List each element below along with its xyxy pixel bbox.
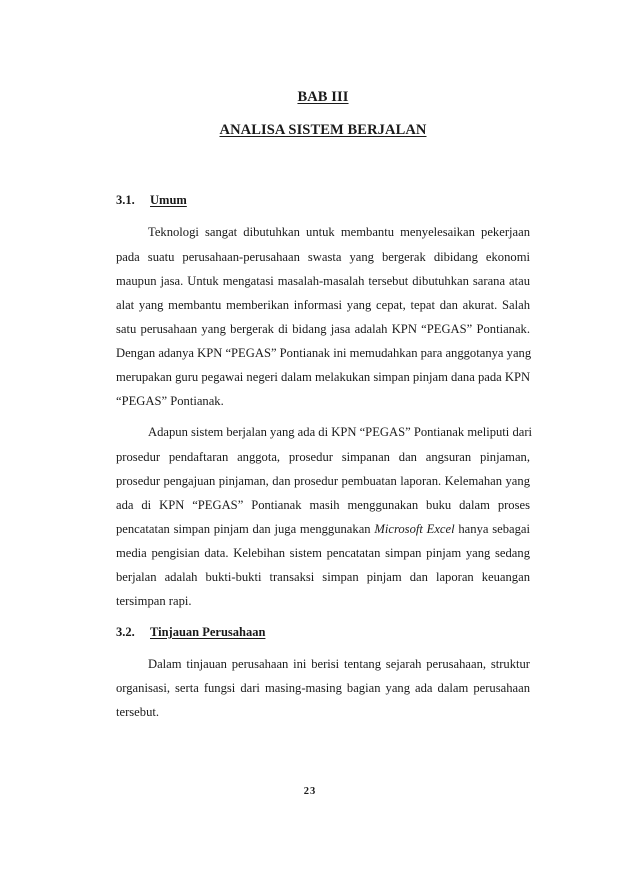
paragraph-line: Dalam tinjauan perusahaan ini berisi tentang sejarah perusahaan, struktur (148, 657, 530, 671)
paragraph-line: prosedur pendaftaran anggota, prosedur simpanan dan angsuran pinjaman, (116, 450, 530, 464)
paragraph-line: pada suatu perusahaan-perusahaan swasta yang bergerak dibidang ekonomi (116, 250, 530, 264)
line-text-before: pencatatan simpan pinjam dan juga menggunakan (116, 522, 375, 536)
paragraph-line-with-italic (116, 521, 530, 537)
chapter-number: BAB III (297, 89, 349, 105)
section-title: Tinjauan Perusahaan (150, 625, 266, 639)
paragraph-line: tersebut. (116, 705, 160, 719)
section-heading-tinjauan-perusahaan (116, 625, 265, 640)
section-number: 3.2. (116, 625, 135, 639)
paragraph-line: ada di KPN “PEGAS” Pontianak masih menggunakan buku dalam proses (116, 498, 530, 512)
chapter-title: ANALISA SISTEM BERJALAN (219, 122, 427, 138)
paragraph-line: alat yang membantu memberikan informasi yang cepat, tepat dan akurat. Salah (116, 298, 530, 312)
paragraph-line: merupakan guru pegawai negeri dalam melakukan simpan pinjam dana pada KPN (116, 370, 531, 384)
paragraph-line: satu perusahaan yang bergerak di bidang jasa adalah KPN “PEGAS” Pontianak. (116, 322, 530, 336)
line-text-after: hanya sebagai (454, 522, 530, 536)
paragraph-line: Teknologi sangat dibutuhkan untuk membantu menyelesaikan pekerjaan (148, 225, 530, 239)
paragraph-line: berjalan adalah bukti-bukti transaksi simpan pinjam dan laporan keuangan (116, 570, 530, 584)
paragraph-line: Dengan adanya KPN “PEGAS” Pontianak ini memudahkan para anggotanya yang (116, 346, 532, 360)
paragraph-line: organisasi, serta fungsi dari masing-masing bagian yang ada dalam perusahaan (116, 681, 530, 695)
paragraph-line: “PEGAS” Pontianak. (116, 394, 224, 408)
paragraph-line: media pengisian data. Kelebihan sistem pencatatan simpan pinjam yang sedang (116, 546, 530, 560)
paragraph-line: prosedur pengajuan pinjaman, dan prosedur pembuatan laporan. Kelemahan yang (116, 474, 530, 488)
page-number: 23 (303, 786, 317, 797)
section-number: 3.1. (116, 193, 135, 207)
paragraph-line: maupun jasa. Untuk mengatasi masalah-masalah tersebut dibutuhkan sarana atau (116, 274, 530, 288)
section-title: Umum (150, 193, 187, 207)
section-heading-umum (116, 193, 187, 208)
paragraph-line: tersimpan rapi. (116, 594, 192, 608)
italic-term: Microsoft Excel (374, 522, 455, 536)
paragraph-line: Adapun sistem berjalan yang ada di KPN “PEGAS” Pontianak meliputi dari (148, 425, 533, 439)
